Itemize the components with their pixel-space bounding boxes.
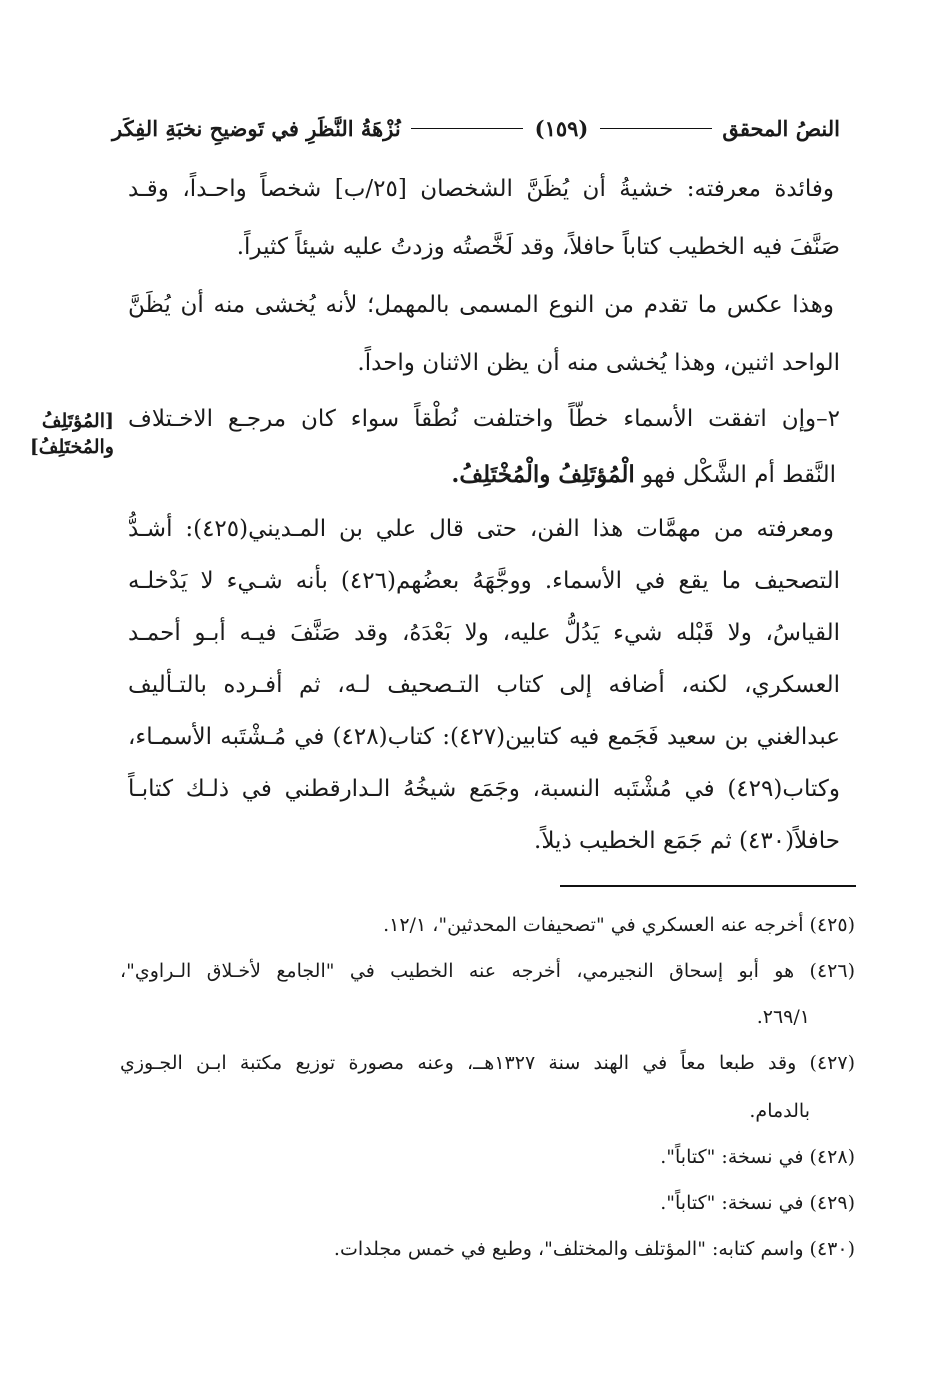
term-heading: الْمُؤتَلِفُ والْمُخْتَلِفُ. xyxy=(451,461,635,488)
running-head-book-title: نُزْهَةُ النَّظَرِ في تَوضيحِ نخبَةِ الفِكَر xyxy=(111,115,401,141)
footnote-line: (٤٢٨) في نسخة: "كتاباً". xyxy=(660,1146,855,1168)
footnote-line: (٤٢٥) أخرجه عنه العسكري في "تصحيفات المحدثين"، ١٢/١. xyxy=(383,914,855,936)
text-line: وكتاب(٤٢٩) في مُشْتَبه النسبة، وجَمَع شيخُهُ الـدارقطني في ذلـك كتابـاً xyxy=(128,776,840,802)
text-line xyxy=(430,460,836,492)
footnote-line: (٤٢٩) في نسخة: "كتاباً". xyxy=(660,1192,855,1214)
footnote-line: (٤٣٠) واسم كتابه: "المؤتلف والمختلف"، وطبع في خمس مجلدات. xyxy=(333,1238,855,1260)
text-line: القياسُ، ولا قَبْله شيء يَدُلُّ عليه، ولا بَعْدَهُ، وقد صَنَّفَ فيـه أبـو أحمـد xyxy=(128,620,840,646)
footnote-line: (٤٢٧) وقد طبعا معاً في الهند سنة ١٣٢٧هــ، وعنه مصورة توزيع مكتبة ابـن الجـوزي xyxy=(120,1052,855,1074)
text-line: ومعرفته من مهمَّات هذا الفن، حتى قال علي بن المـديني(٤٢٥): أشـدُّ xyxy=(128,516,834,542)
text-line: العسكري، لكنه، أضافه إلى كتاب التـصحيف لـه، ثم أفـرده بالتـأليف xyxy=(128,672,840,698)
margin-note-line: والمُختَلِفُ] xyxy=(29,436,114,458)
text-line: وهذا عكس ما تقدم من النوع المسمى بالمهمل؛ لأنه يُخشى منه أن يُظَنَّ xyxy=(128,292,834,318)
running-head-rule xyxy=(600,128,712,129)
running-head-rule xyxy=(411,128,523,129)
text-line: صَنَّفَ فيه الخطيب كتاباً حافلاً، وقد لَخَّصتُه وزدتُ عليه شيئاً كثيراً. xyxy=(236,234,840,260)
text-line: الواحد اثنين، وهذا يُخشى منه أن يظن الاثنان واحداً. xyxy=(357,350,840,376)
text-line: التصحيف ما يقع في الأسماء. ووجَّهَهُ بعضُهم(٤٢٦) بأنه شـيء لا يَدْخلـه xyxy=(128,568,840,594)
page-number: (١٥٩) xyxy=(534,115,589,141)
text-run: النَّقط أم الشَّكْل فهو xyxy=(642,462,836,488)
footnote-line: بالدمام. xyxy=(749,1100,810,1122)
footnote-separator xyxy=(560,885,856,887)
text-line: حافلاً(٤٣٠) ثم جَمَع الخطيب ذيلاً. xyxy=(534,828,840,854)
text-line: عبدالغني بن سعيد فَجَمع فيه كتابين(٤٢٧): كتاب(٤٢٨) في مُـشْتَبه الأسمـاء، xyxy=(128,724,840,750)
margin-note xyxy=(24,408,114,460)
running-head-section-title: النصُ المحقق xyxy=(722,115,840,141)
running-head xyxy=(112,108,840,148)
margin-note-line: [المُؤتَلِفُ xyxy=(41,410,114,432)
text-line: وفائدة معرفته: خشيةُ أن يُظَنَّ الشخصان [٢٥/ب] شخصاً واحـداً، وقـد xyxy=(128,176,834,202)
footnote-line: ٢٦٩/١. xyxy=(756,1006,810,1028)
text-line: ٢–وإن اتفقت الأسماء خطّاً واختلفت نُطْقاً سواء كان مرجـع الاخـتلاف xyxy=(128,406,840,432)
footnote-line: (٤٢٦) هو أبو إسحاق النجيرمي، أخرجه عنه الخطيب في "الجامع لأخـلاق الـراوي"، xyxy=(120,960,855,982)
